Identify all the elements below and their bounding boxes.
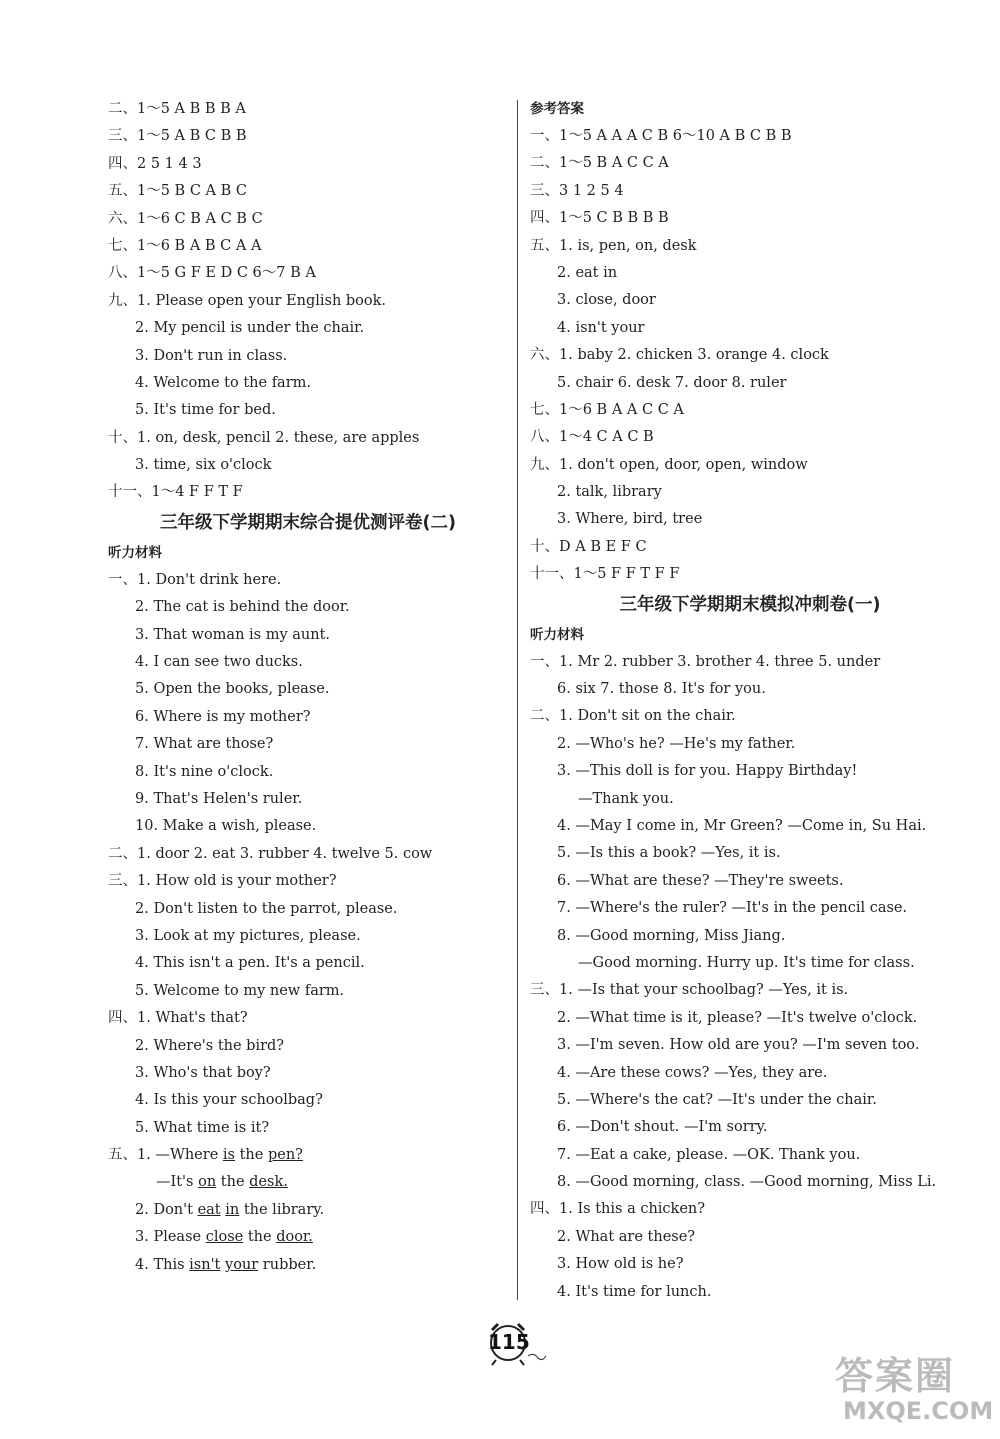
underlined-word: is bbox=[222, 1147, 235, 1164]
answer-line: 3. How old is he? bbox=[557, 1256, 684, 1273]
section-heading: 三年级下学期期末综合提优测评卷(二) bbox=[160, 512, 456, 533]
answer-line: 3. Don't run in class. bbox=[135, 347, 288, 364]
listening-label: 听力材料 bbox=[530, 626, 584, 643]
answer-line: 5. Open the books, please. bbox=[135, 681, 330, 698]
answer-line: 4. —May I come in, Mr Green? —Come in, Su Hai. bbox=[557, 817, 927, 834]
answer-line: 2. Where's the bird? bbox=[135, 1037, 285, 1054]
answer-line: 5. —Is this a book? —Yes, it is. bbox=[557, 845, 781, 862]
answer-line: 4. I can see two ducks. bbox=[135, 654, 303, 671]
answer-line: 5. —Where's the cat? —It's under the chair. bbox=[557, 1091, 877, 1108]
listening-label: 听力材料 bbox=[108, 544, 162, 561]
answer-line: 5. What time is it? bbox=[135, 1119, 270, 1136]
underlined-word: close bbox=[205, 1229, 244, 1246]
right-column bbox=[530, 96, 970, 1306]
answer-line: 二、1. door 2. eat 3. rubber 4. twelve 5. cow bbox=[108, 845, 433, 862]
answer-line bbox=[108, 1142, 508, 1169]
answer-line: 5. It's time for bed. bbox=[135, 402, 276, 419]
answer-line bbox=[108, 1197, 508, 1224]
answer-line: 8. —Good morning, Miss Jiang. bbox=[557, 927, 786, 944]
answer-line: 3. That woman is my aunt. bbox=[135, 626, 331, 643]
page-number: 115 bbox=[488, 1330, 530, 1354]
answer-line: —Good morning. Hurry up. It's time for class. bbox=[578, 954, 915, 971]
line-text: 4. This bbox=[135, 1256, 190, 1273]
answer-line: 3. close, door bbox=[557, 292, 656, 309]
line-text: the bbox=[234, 1147, 268, 1164]
answer-line: 6. —What are these? —They're sweets. bbox=[557, 872, 844, 889]
answer-line: 10. Make a wish, please. bbox=[135, 818, 317, 835]
answer-line: 3. Look at my pictures, please. bbox=[135, 927, 361, 944]
answer-line: 三、1～5 A B C B B bbox=[108, 128, 247, 145]
answer-line: 四、1. What's that? bbox=[108, 1010, 248, 1027]
answer-line: 五、1. is, pen, on, desk bbox=[530, 237, 697, 254]
answer-line: 二、1～5 B A C C A bbox=[530, 155, 669, 172]
watermark-text: 答案圈 bbox=[835, 1354, 956, 1398]
answer-line: 一、1. Mr 2. rubber 3. brother 4. three 5. under bbox=[530, 653, 881, 670]
answer-line: 6. —Don't shout. —I'm sorry. bbox=[557, 1119, 768, 1136]
answer-line: 2. The cat is behind the door. bbox=[135, 599, 350, 616]
answer-line: 四、1～5 C B B B B bbox=[530, 210, 669, 227]
line-text: 五、1. —Where bbox=[108, 1147, 223, 1164]
answer-line: 六、1～6 C B A C B C bbox=[108, 210, 263, 227]
answer-line: 7. —Eat a cake, please. —OK. Thank you. bbox=[557, 1146, 861, 1163]
answer-line: 2. eat in bbox=[557, 264, 618, 281]
line-text: —It's bbox=[156, 1174, 199, 1191]
answer-line: 6. six 7. those 8. It's for you. bbox=[557, 681, 766, 698]
answer-line: 5. Welcome to my new farm. bbox=[135, 982, 345, 999]
answer-line: 三、1. How old is your mother? bbox=[108, 873, 337, 890]
line-text: 2. Don't bbox=[135, 1201, 198, 1218]
answer-line: 一、1. Don't drink here. bbox=[108, 571, 282, 588]
answer-line: 8. It's nine o'clock. bbox=[135, 763, 274, 780]
answer-line: 七、1～6 B A A C C A bbox=[530, 401, 684, 418]
underlined-word: isn't bbox=[189, 1256, 221, 1273]
answer-line: 4. Is this your schoolbag? bbox=[135, 1092, 323, 1109]
underlined-word: in bbox=[225, 1201, 240, 1218]
answer-line bbox=[108, 1252, 508, 1279]
answer-line: 7. —Where's the ruler? —It's in the pencil case. bbox=[557, 900, 908, 917]
answer-line: 4. Welcome to the farm. bbox=[135, 374, 311, 391]
answer-line: 七、1～6 B A B C A A bbox=[108, 237, 262, 254]
answer-line: 三、3 1 2 5 4 bbox=[530, 182, 624, 199]
answer-line: —Thank you. bbox=[578, 790, 674, 807]
answer-line: 2. —Who's he? —He's my father. bbox=[557, 735, 796, 752]
section-heading: 三年级下学期期末模拟冲刺卷(一) bbox=[619, 594, 881, 615]
left-column bbox=[108, 96, 508, 1279]
underlined-word: on bbox=[198, 1174, 217, 1191]
answer-line: 4. —Are these cows? —Yes, they are. bbox=[557, 1064, 828, 1081]
page-number-badge bbox=[478, 1318, 548, 1368]
answer-line: 6. Where is my mother? bbox=[135, 708, 311, 725]
line-text: the library. bbox=[239, 1201, 325, 1218]
answer-line: 十一、1～4 F F T F bbox=[108, 484, 243, 501]
answer-line: 八、1～4 C A C B bbox=[530, 429, 654, 446]
answer-line: 4. isn't your bbox=[557, 319, 645, 336]
line-text: the bbox=[243, 1229, 277, 1246]
answer-line: 六、1. baby 2. chicken 3. orange 4. clock bbox=[530, 347, 829, 364]
answer-line: 4. It's time for lunch. bbox=[557, 1283, 712, 1300]
answer-line: 十一、1～5 F F T F F bbox=[530, 566, 680, 583]
answer-line: 5. chair 6. desk 7. door 8. ruler bbox=[557, 374, 787, 391]
underlined-word: eat bbox=[197, 1201, 221, 1218]
answer-line: 2. Don't listen to the parrot, please. bbox=[135, 900, 398, 917]
answer-line: 九、1. don't open, door, open, window bbox=[530, 456, 808, 473]
answer-line: 三、1. —Is that your schoolbag? —Yes, it is. bbox=[530, 982, 849, 999]
answer-line bbox=[108, 1169, 508, 1196]
answer-line: 2. talk, library bbox=[557, 484, 662, 501]
answer-line: 十、1. on, desk, pencil 2. these, are apples bbox=[108, 429, 420, 446]
answer-line: 二、1～5 A B B B A bbox=[108, 101, 246, 117]
underlined-word: desk. bbox=[249, 1174, 288, 1191]
line-text: rubber. bbox=[258, 1256, 317, 1273]
answer-line: 4. This isn't a pen. It's a pencil. bbox=[135, 955, 365, 972]
answer-line: 十、D A B E F C bbox=[530, 538, 647, 555]
answer-line: 9. That's Helen's ruler. bbox=[135, 790, 303, 807]
answer-line: 2. What are these? bbox=[557, 1228, 696, 1245]
answer-line: 3. —This doll is for you. Happy Birthday! bbox=[557, 763, 858, 780]
line-text: 3. Please bbox=[135, 1229, 206, 1246]
answer-line bbox=[108, 1224, 508, 1251]
watermark-url: MXQE.COM bbox=[843, 1397, 994, 1425]
answer-line: 7. What are those? bbox=[135, 736, 274, 753]
answer-line: 九、1. Please open your English book. bbox=[108, 292, 387, 309]
watermark-logo bbox=[835, 1345, 995, 1435]
underlined-word: pen? bbox=[267, 1147, 303, 1164]
column-divider bbox=[517, 100, 518, 1300]
answer-line: 一、1～5 A A A C B 6～10 A B C B B bbox=[530, 128, 792, 144]
line-text: the bbox=[216, 1174, 250, 1191]
answer-line: 3. —I'm seven. How old are you? —I'm seven too. bbox=[557, 1037, 920, 1054]
answer-line: 五、1～5 B C A B C bbox=[108, 183, 247, 200]
answer-line: 3. Where, bird, tree bbox=[557, 511, 703, 528]
answer-line: 3. time, six o'clock bbox=[135, 457, 272, 474]
answer-line: 四、2 5 1 4 3 bbox=[108, 155, 202, 172]
answer-line: 四、1. Is this a chicken? bbox=[530, 1201, 706, 1218]
answer-line: 3. Who's that boy? bbox=[135, 1064, 271, 1081]
underlined-word: door. bbox=[276, 1229, 313, 1246]
answer-line: 2. —What time is it, please? —It's twelve o'clock. bbox=[557, 1009, 918, 1026]
answer-line: 2. My pencil is under the chair. bbox=[135, 320, 365, 337]
answer-line: 八、1～5 G F E D C 6～7 B A bbox=[108, 265, 316, 282]
answers-label: 参考答案 bbox=[530, 101, 584, 117]
underlined-word: your bbox=[225, 1256, 259, 1273]
answer-line: 二、1. Don't sit on the chair. bbox=[530, 708, 736, 725]
answer-line: 8. —Good morning, class. —Good morning, Miss Li. bbox=[557, 1174, 937, 1191]
